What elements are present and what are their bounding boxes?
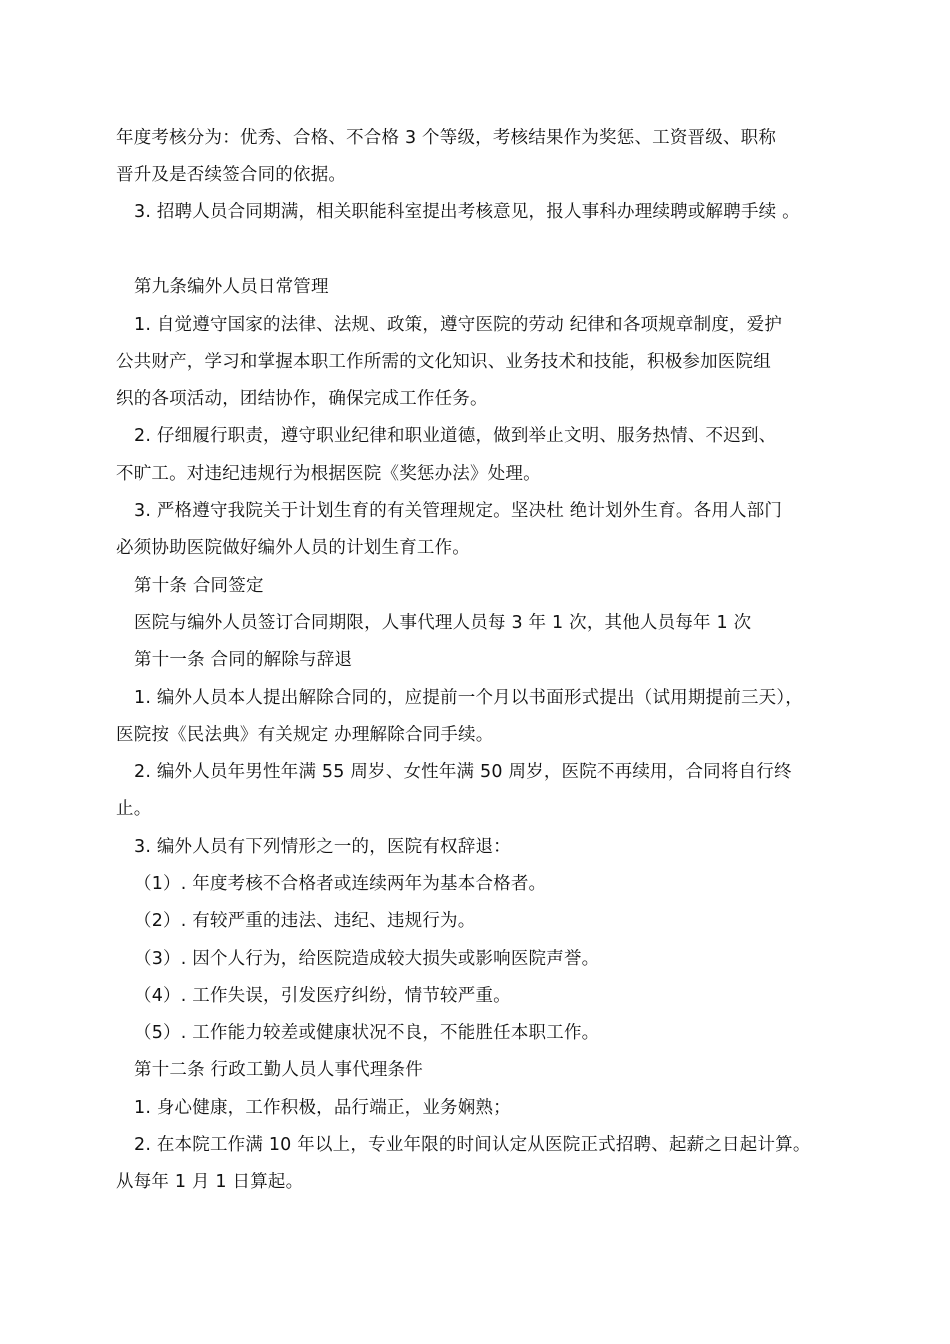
article-heading: 第十一条 合同的解除与辞退	[134, 650, 353, 670]
list-item: 3. 编外人员有下列情形之一的，医院有权辞退：	[134, 837, 511, 857]
text-line: 晋升及是否续签合同的依据。	[116, 165, 347, 185]
sub-list-item: （1）. 年度考核不合格者或连续两年为基本合格者。	[134, 874, 547, 894]
sub-list-item: （4）. 工作失误，引发医疗纠纷，情节较严重。	[134, 986, 511, 1006]
article-heading: 第十条 合同签定	[134, 576, 264, 596]
text-line: 织的各项活动，团结协作，确保完成工作任务。	[116, 389, 488, 409]
list-item: 1. 身心健康，工作积极，品行端正，业务娴熟；	[134, 1098, 511, 1118]
text-line: 不旷工。对违纪违规行为根据医院《奖惩办法》处理。	[116, 464, 541, 484]
text-line: 公共财产，学习和掌握本职工作所需的文化知识、业务技术和技能，积极参加医院组	[116, 352, 771, 372]
sub-list-item: （2）. 有较严重的违法、违纪、违规行为。	[134, 911, 476, 931]
text-line: 必须协助医院做好编外人员的计划生育工作。	[116, 538, 470, 558]
list-item: 2. 仔细履行职责，遵守职业纪律和职业道德，做到举止文明、服务热情、不迟到、	[134, 426, 777, 446]
text-line: 医院与编外人员签订合同期限，人事代理人员每 3 年 1 次，其他人员每年 1 次	[134, 613, 752, 633]
article-heading: 第九条编外人员日常管理	[134, 277, 329, 297]
text-line: 医院按《民法典》有关规定 办理解除合同手续。	[116, 725, 494, 745]
sub-list-item: （5）. 工作能力较差或健康状况不良，不能胜任本职工作。	[134, 1023, 600, 1043]
list-item: 2. 编外人员年男性年满 55 周岁、女性年满 50 周岁，医院不再续用，合同将自行终	[134, 762, 792, 782]
list-item: 2. 在本院工作满 10 年以上，专业年限的时间认定从医院正式招聘、起薪之日起计算。	[134, 1135, 811, 1155]
text-line: 年度考核分为：优秀、合格、不合格 3 个等级，考核结果作为奖惩、工资晋级、职称	[116, 128, 777, 148]
text-line: 止。	[116, 799, 152, 819]
article-heading: 第十二条 行政工勤人员人事代理条件	[134, 1060, 423, 1080]
list-item: 1. 编外人员本人提出解除合同的，应提前一个月以书面形式提出（试用期提前三天），	[134, 688, 804, 708]
list-item: 1. 自觉遵守国家的法律、法规、政策，遵守医院的劳动 纪律和各项规章制度，爱护	[134, 315, 783, 335]
list-item: 3. 招聘人员合同期满，相关职能科室提出考核意见，报人事科办理续聘或解聘手续 。	[134, 202, 800, 222]
text-line: 从每年 1 月 1 日算起。	[116, 1172, 304, 1192]
list-item: 3. 严格遵守我院关于计划生育的有关管理规定。坚决杜 绝计划外生育。各用人部门	[134, 501, 783, 521]
sub-list-item: （3）. 因个人行为，给医院造成较大损失或影响医院声誉。	[134, 949, 600, 969]
